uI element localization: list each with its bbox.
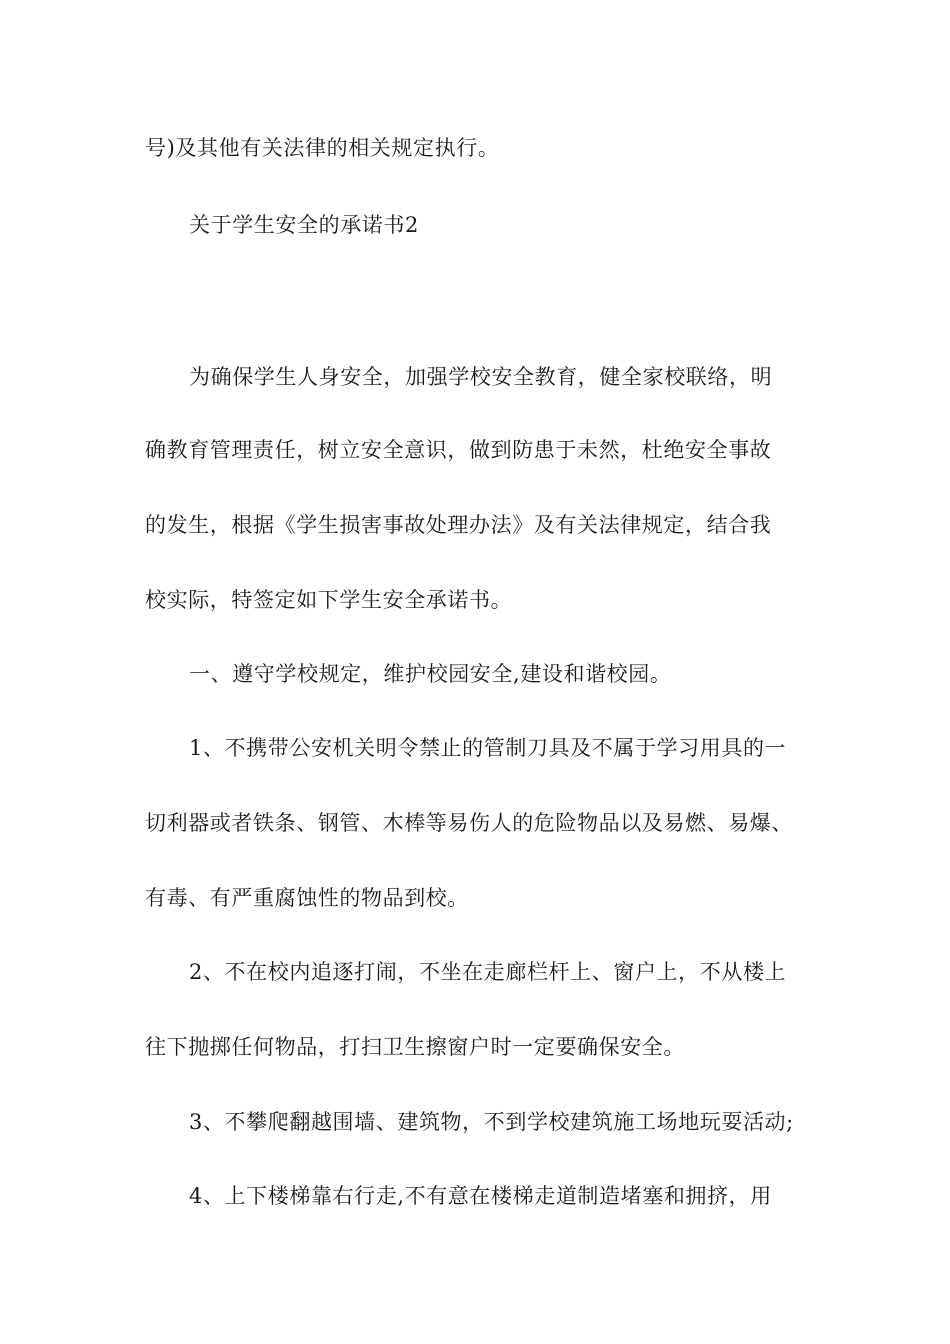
text-line: 号)及其他有关法律的相关规定执行。 [145, 136, 500, 160]
text-line: 确教育管理责任，树立安全意识，做到防患于未然，杜绝安全事故 [145, 438, 772, 462]
text-line: 校实际，特签定如下学生安全承诺书。 [145, 588, 513, 612]
text-line: 为确保学生人身安全，加强学校安全教育，健全家校联络，明 [189, 365, 773, 389]
text-line: 1、不携带公安机关明令禁止的管制刀具及不属于学习用具的一 [189, 736, 787, 760]
text-line: 一、遵守学校规定，维护校园安全,建设和谐校园。 [189, 662, 672, 686]
section-heading: 关于学生安全的承诺书2 [189, 213, 419, 237]
text-line: 的发生，根据《学生损害事故处理办法》及有关法律规定，结合我 [145, 513, 772, 537]
text-line: 2、不在校内追逐打闹，不坐在走廊栏杆上、窗户上，不从楼上 [189, 960, 787, 984]
text-line: 4、上下楼梯靠右行走,不有意在楼梯走道制造堵塞和拥挤，用 [189, 1184, 772, 1208]
text-line: 切利器或者铁条、钢管、木棒等易伤人的危险物品以及易燃、易爆、 [145, 811, 793, 835]
text-line: 往下抛掷任何物品，打扫卫生擦窗户时一定要确保安全。 [145, 1035, 685, 1059]
text-line: 3、不攀爬翻越围墙、建筑物，不到学校建筑施工场地玩耍活动; [189, 1110, 794, 1134]
text-line: 有毒、有严重腐蚀性的物品到校。 [145, 886, 469, 910]
